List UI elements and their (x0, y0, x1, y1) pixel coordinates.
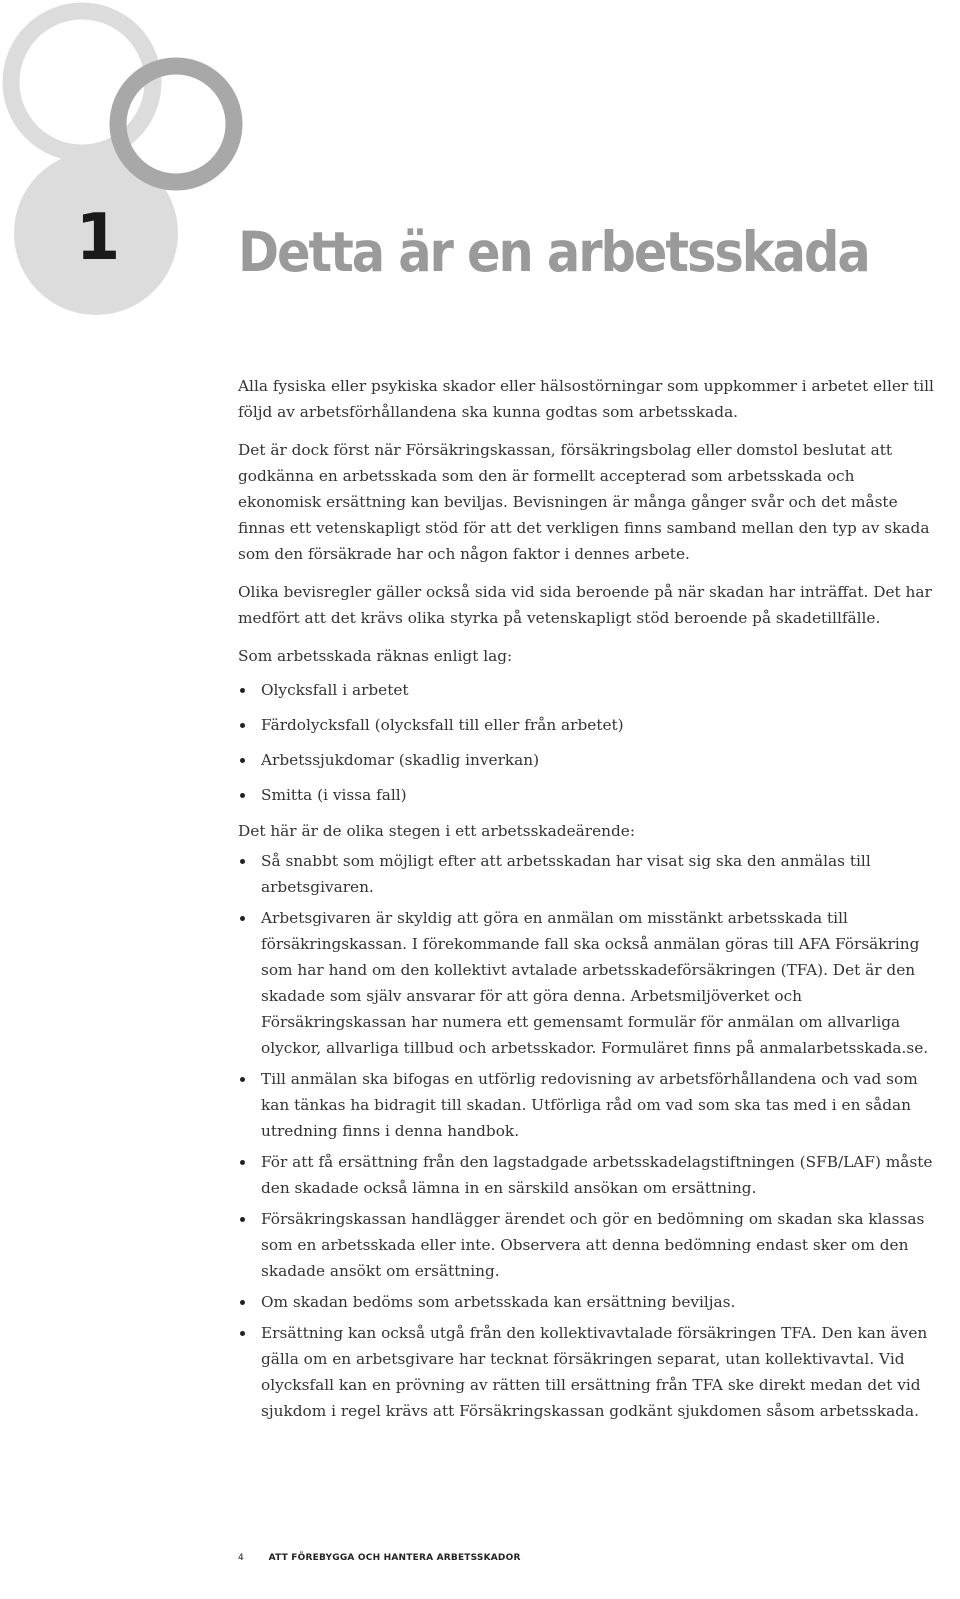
process-steps-list (238, 848, 938, 1424)
paragraph: Det är dock först när Försäkringskassan, försäkringsbolag eller domstol beslutat att godkänna en arbetsskada som den är formellt accepterad som arbetsskada och ekonomisk ersättning kan beviljas. Bevisningen är många gånger svår och det måste finnas ett vetenskapligt stöd för att det verkligen finns samband mellan den typ av skada som den försäkrade har och någon faktor i dennes arbete. (238, 441, 930, 563)
list-item: Så snabbt som möjligt efter att arbetsskadan har visat sig ska den anmälas till arbetsgivaren. (238, 848, 938, 900)
list-heading: Som arbetsskada räknas enligt lag: (238, 647, 513, 665)
list-item: Färdolycksfall (olycksfall till eller från arbetet) (238, 712, 938, 738)
paragraph: Olika bevisregler gäller också sida vid sida beroende på när skadan har inträffat. Det har medfört att det krävs olika styrka på vetenskapligt stöd beroende på skadetillfälle. (238, 583, 932, 627)
running-title: ATT FÖREBYGGA OCH HANTERA ARBETSSKADOR (268, 1553, 521, 1563)
arbetsskada-types-list (238, 677, 938, 808)
list-item: Arbetsgivaren är skyldig att göra en anmälan om misstänkt arbetsskada till försäkringskassan. I förekommande fall ska också anmälan göras till AFA Försäkring som har hand om den kollektivt avtalade arbetsskadeförsäkringen (TFA). Det är den skadade som själv ansvarar för att göra denna. Arbetsmiljöverket och Försäkringskassan har numera ett gemensamt formulär för anmälan om allvarliga olyckor, allvarliga tillbud och arbetsskador. Formuläret finns på anmalarbetsskada.se. (238, 905, 938, 1061)
chapter-title: Detta är en arbetsskada (238, 220, 869, 284)
list-item: Om skadan bedöms som arbetsskada kan ersättning beviljas. (238, 1289, 938, 1315)
chapter-number: 1 (75, 201, 119, 275)
list-item: För att få ersättning från den lagstadgade arbetsskadelagstiftningen (SFB/LAF) måste den skadade också lämna in en särskild ansökan om ersättning. (238, 1149, 938, 1201)
list-item: Arbetssjukdomar (skadlig inverkan) (238, 747, 938, 773)
list-item: Till anmälan ska bifogas en utförlig redovisning av arbetsförhållandena och vad som kan tänkas ha bidragit till skadan. Utförliga råd om vad som ska tas med i en sådan utredning finns i denna handbok. (238, 1066, 938, 1144)
intro-paragraph: Alla fysiska eller psykiska skador eller hälsostörningar som uppkommer i arbetet eller till följd av arbetsförhållandena ska kunna godtas som arbetsskada. (238, 377, 934, 421)
list-item: Smitta (i vissa fall) (238, 782, 938, 808)
list-item: Olycksfall i arbetet (238, 677, 938, 703)
list-item: Ersättning kan också utgå från den kollektivavtalade försäkringen TFA. Den kan även gälla om en arbetsgivare har tecknat försäkringen separat, utan kollektivavtal. Vid olycksfall kan en prövning av rätten till ersättning från TFA ske direkt medan det vid sjukdom i regel krävs att Försäkringskassan godkänt sjukdomen såsom arbetsskada. (238, 1320, 938, 1424)
list-heading: Det här är de olika stegen i ett arbetsskadeärende: (238, 822, 635, 840)
page-number: 4 (238, 1553, 244, 1563)
body-text (238, 373, 938, 1434)
page-footer (238, 1553, 521, 1563)
list-item: Försäkringskassan handlägger ärendet och gör en bedömning om skadan ska klassas som en arbetsskada eller inte. Observera att denna bedömning endast sker om den skadade ansökt om ersättning. (238, 1206, 938, 1284)
